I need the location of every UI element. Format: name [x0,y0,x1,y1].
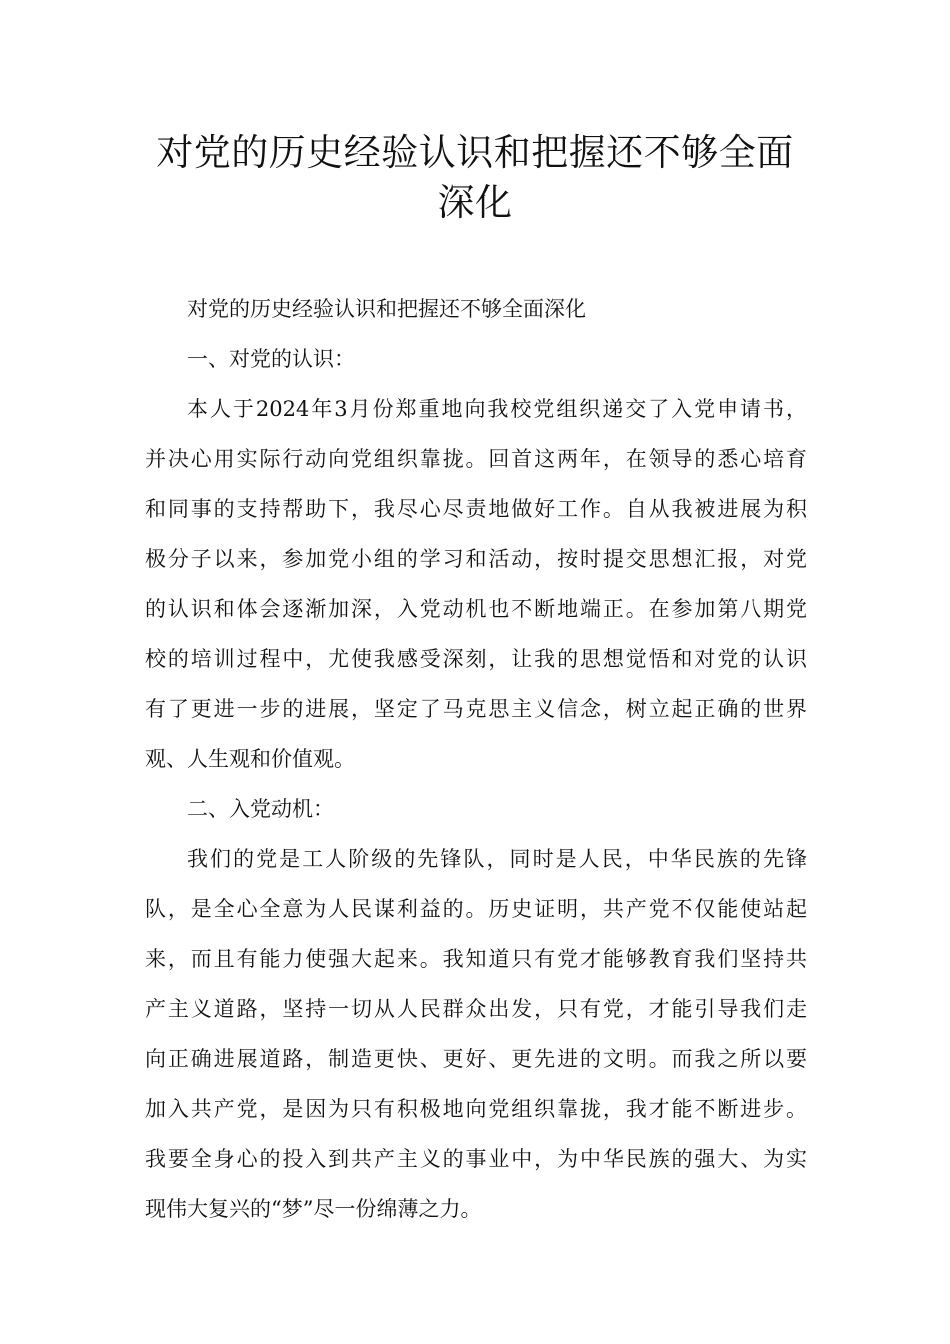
paragraph-line: 加入共产党，是因为只有积极地向党组织靠拢，我才能不断进步。 [145,1097,807,1121]
paragraph-1 [145,384,807,784]
document-body [145,284,807,1234]
paragraph-line: 并决心用实际行动向党组织靠拢。回首这两年，在领导的悉心培育 [145,447,807,471]
paragraph-line: 观、人生观和价值观。 [145,747,355,771]
title-line: 深化 [437,181,513,224]
paragraph-line: 队，是全心全意为人民谋利益的。历史证明，共产党不仅能使站起 [145,897,807,921]
section-heading-2: 二、入党动机： [187,797,334,821]
paragraph-2 [145,834,807,1234]
paragraph-line: 我们的党是工人阶级的先锋队，同时是人民，中华民族的先锋 [187,847,807,871]
document-title [120,128,830,228]
paragraph-line: 和同事的支持帮助下，我尽心尽责地做好工作。自从我被进展为积 [145,497,807,521]
title-line: 对党的历史经验认识和把握还不够全面 [156,131,794,174]
paragraph-line: 的认识和体会逐渐加深，入党动机也不断地端正。在参加第八期党 [145,597,807,621]
paragraph-line: 我要全身心的投入到共产主义的事业中，为中华民族的强大、为实 [145,1147,807,1171]
paragraph-line: 有了更进一步的进展，坚定了马克思主义信念，树立起正确的世界 [145,697,807,721]
paragraph-line: 本人于2024年3月份郑重地向我校党组织递交了入党申请书， [187,397,807,421]
paragraph-line: 极分子以来，参加党小组的学习和活动，按时提交思想汇报，对党 [145,547,807,571]
paragraph-line: 向正确进展道路，制造更快、更好、更先进的文明。而我之所以要 [145,1047,807,1071]
paragraph-line: 现伟大复兴的“梦”尽一份绵薄之力。 [145,1197,482,1221]
section-heading-1: 一、对党的认识： [187,347,355,371]
paragraph-line: 校的培训过程中，尤使我感受深刻，让我的思想觉悟和对党的认识 [145,647,807,671]
document-subtitle: 对党的历史经验认识和把握还不够全面深化 [187,297,586,321]
paragraph-line: 来，而且有能力使强大起来。我知道只有党才能够教育我们坚持共 [145,947,807,971]
paragraph-line: 产主义道路，坚持一切从人民群众出发，只有党，才能引导我们走 [145,997,807,1021]
